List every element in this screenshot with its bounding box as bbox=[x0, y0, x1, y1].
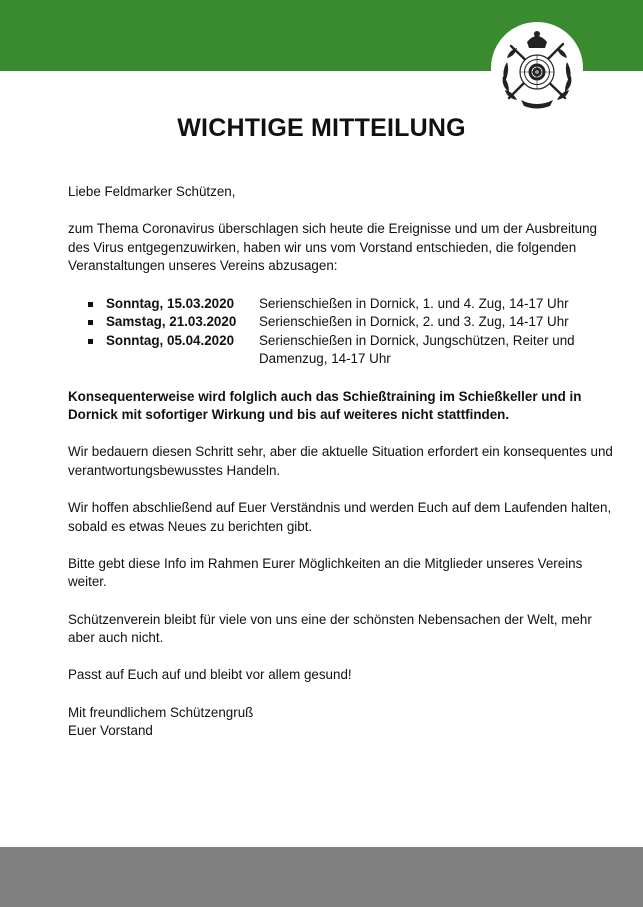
greeting: Liebe Feldmarker Schützen, bbox=[68, 184, 236, 199]
training-cancellation-notice: Konsequenterweise wird folglich auch das Schießtraining im Schießkeller und in Dornick mit sofortiger Wirkung und bis auf weiteres nicht stattfinden. bbox=[68, 388, 582, 423]
letter-body bbox=[68, 183, 616, 741]
event-description: Serienschießen in Dornick, 1. und 4. Zug, 14-17 Uhr bbox=[259, 295, 569, 311]
footer-band bbox=[0, 847, 643, 907]
event-date: Sonntag, 05.04.2020 bbox=[106, 332, 235, 348]
regret-paragraph: Wir bedauern diesen Schritt sehr, aber die aktuelle Situation erfordert ein konsequentes und verantwortungsbewusstes Handeln. bbox=[68, 444, 613, 478]
list-item bbox=[68, 332, 616, 369]
cancelled-events-list bbox=[68, 295, 616, 369]
signature: Euer Vorstand bbox=[68, 723, 153, 739]
perspective-paragraph: Schützenverein bleibt für viele von uns eine der schönsten Nebensachen der Welt, mehr aber auch nicht. bbox=[68, 611, 592, 646]
bullet-icon bbox=[68, 332, 106, 351]
club-logo bbox=[491, 22, 583, 114]
bullet-icon bbox=[68, 295, 106, 314]
event-date: Sonntag, 15.03.2020 bbox=[106, 295, 235, 311]
list-item bbox=[68, 295, 616, 314]
event-description: Serienschießen in Dornick, Jungschützen, Reiter und Damenzug, 14-17 Uhr bbox=[259, 332, 575, 367]
page-title: WICHTIGE MITTEILUNG bbox=[177, 114, 466, 142]
event-description: Serienschießen in Dornick, 2. und 3. Zug, 14-17 Uhr bbox=[259, 314, 569, 330]
event-date: Samstag, 21.03.2020 bbox=[106, 314, 237, 330]
closing-line: Mit freundlichem Schützengruß bbox=[68, 704, 254, 720]
stay-healthy-paragraph: Passt auf Euch auf und bleibt vor allem gesund! bbox=[68, 667, 352, 683]
shooting-target-emblem-icon bbox=[491, 22, 583, 114]
understanding-paragraph: Wir hoffen abschließend auf Euer Verständnis und werden Euch auf dem Laufenden halten, sobald es etwas Neues zu berichten gibt. bbox=[68, 500, 612, 534]
intro-paragraph: zum Thema Coronavirus überschlagen sich heute die Ereignisse und um der Ausbreitung des Virus entgegenzuwirken, haben wir uns vom Vorstand entschieden, die folgenden Veranstaltungen unseres Vereins abzusagen: bbox=[68, 221, 597, 274]
share-info-paragraph: Bitte gebt diese Info im Rahmen Eurer Möglichkeiten an die Mitglieder unseres Vereins weiter. bbox=[68, 555, 583, 590]
list-item bbox=[68, 313, 616, 332]
bullet-icon bbox=[68, 313, 106, 332]
